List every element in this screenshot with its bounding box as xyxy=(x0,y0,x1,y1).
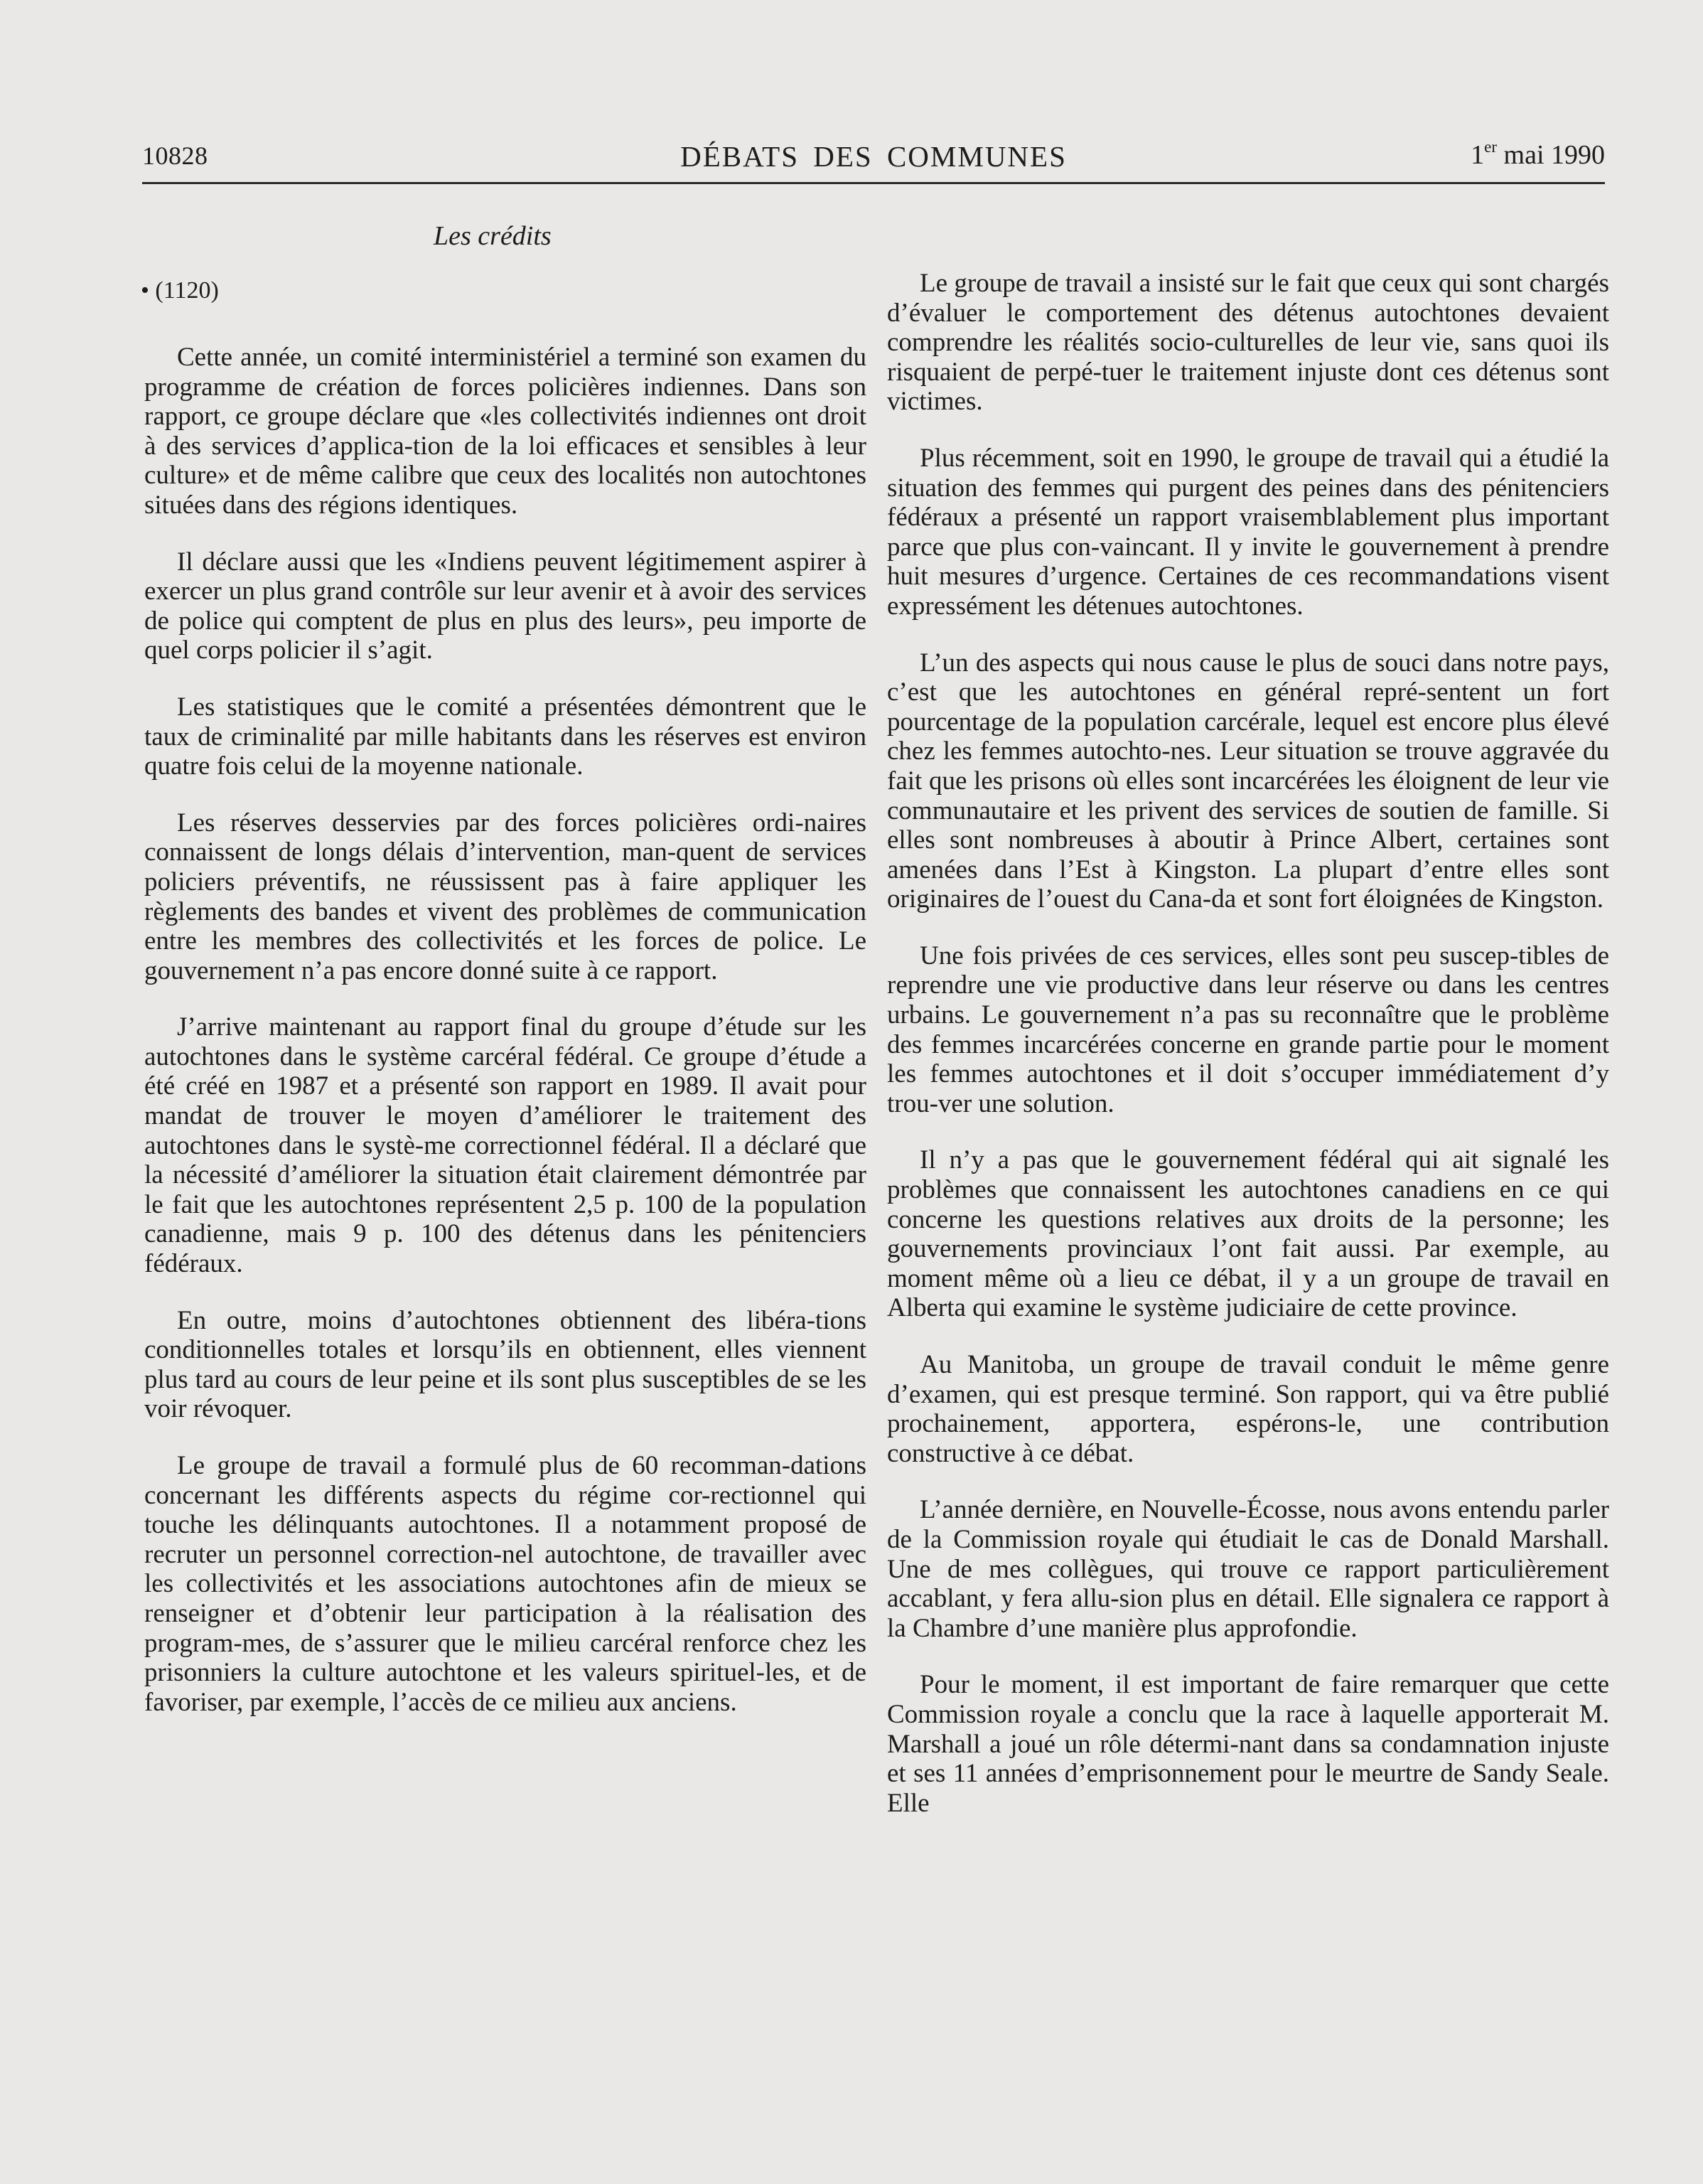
date-rest: mai 1990 xyxy=(1497,140,1605,170)
paragraph: En outre, moins d’autochtones obtiennent des libéra-tions conditionnelles totales et lorsqu’ils en obtiennent, elles viennent plus tard au cours de leur peine et ils sont plus susceptibles de se les voir révoquer. xyxy=(144,1305,866,1424)
paragraph: L’un des aspects qui nous cause le plus de souci dans notre pays, c’est que les autochtones en général repré-sentent un fort pourcentage de la population carcérale, lequel est encore plus élevé chez les femmes autochto-nes. Leur situation se trouve aggravée du fait que les prisons où elles sont incarcérées les éloignent de leur vie communautaire et les privent des services de soutien de famille. Si elles sont nombreuses à aboutir à Prince Albert, certaines sont amenées dans l’Est à Kingston. La plupart d’entre elles sont originaires de l’ouest du Cana-da et sont fort éloignées de Kingston. xyxy=(887,648,1609,914)
paragraph: Pour le moment, il est important de faire remarquer que cette Commission royale a conclu que la race à laquelle apporterait M. Marshall a joué un rôle détermi-nant dans sa condamnation injuste et ses 11 années d’emprisonnement pour le meurtre de Sandy Seale. Elle xyxy=(887,1670,1609,1818)
paragraph: Cette année, un comité interministériel a terminé son examen du programme de création de forces policières indiennes. Dans son rapport, ce groupe déclare que «les collectivités indiennes ont droit à des services d’applica-tion de la loi efficaces et sensibles à leur culture» et de même calibre que ceux des localités non autochtones situées dans des régions identiques. xyxy=(144,343,866,520)
left-column xyxy=(144,343,866,1744)
paragraph: Les statistiques que le comité a présentées démontrent que le taux de criminalité par mille habitants dans les réserves est environ quatre fois celui de la moyenne nationale. xyxy=(144,692,866,781)
paragraph: Au Manitoba, un groupe de travail conduit le même genre d’examen, qui est presque terminé. Son rapport, qui va être publié prochainement, apportera, espérons-le, une contribution constructive à ce débat. xyxy=(887,1350,1609,1468)
header-date xyxy=(1471,139,1605,171)
right-column xyxy=(887,269,1609,1845)
date-day: 1 xyxy=(1471,140,1485,170)
paragraph: Les réserves desservies par des forces policières ordi-naires connaissent de longs délais d’intervention, man-quent de services policiers préventifs, ne réussissent pas à faire appliquer les règlements des bandes et vivent des problèmes de communication entre les membres des collectivités et les forces de police. Le gouvernement n’a pas encore donné suite à ce rapport. xyxy=(144,808,866,985)
time-marker: • (1120) xyxy=(141,277,219,304)
paragraph: Plus récemment, soit en 1990, le groupe de travail qui a étudié la situation des femmes qui purgent des peines dans des pénitenciers fédéraux a présenté un rapport vraisemblablement plus important parce que plus con-vaincant. Il y invite le gouvernement à prendre huit mesures d’urgence. Certaines de ces recommandations visent expressément les détenues autochtones. xyxy=(887,443,1609,621)
paragraph: Le groupe de travail a formulé plus de 60 recomman-dations concernant les différents aspects du régime cor-rectionnel qui touche les délinquants autochtones. Il a notamment proposé de recruter un personnel correction-nel autochtone, de travailler avec les collectivités et les associations autochtones afin de mieux se renseigner et d’obtenir leur participation à la réalisation des program-mes, de s’assurer que le milieu carcéral renforce chez les prisonniers la culture autochtone et les valeurs spirituel-les, et de favoriser, par exemple, l’accès de ce milieu aux anciens. xyxy=(144,1451,866,1717)
paragraph: Il n’y a pas que le gouvernement fédéral qui ait signalé les problèmes que connaissent les autochtones canadiens en ce qui concerne les questions relatives aux droits de la personne; les gouvernements provinciaux l’ont fait aussi. Par exemple, au moment même où a lieu ce débat, il y a un groupe de travail en Alberta qui examine le système judiciaire de cette province. xyxy=(887,1145,1609,1323)
paragraph: J’arrive maintenant au rapport final du groupe d’étude sur les autochtones dans le système carcéral fédéral. Ce groupe d’étude a été créé en 1987 et a présenté son rapport en 1989. Il avait pour mandat de trouver le moyen d’améliorer le traitement des autochtones dans le systè-me correctionnel fédéral. Il a déclaré que la nécessité d’améliorer la situation était clairement démontrée par le fait que les autochtones représentent 2,5 p. 100 de la population canadienne, mais 9 p. 100 des détenus dans les pénitenciers fédéraux. xyxy=(144,1012,866,1279)
page-number: 10828 xyxy=(142,141,208,170)
paragraph: Une fois privées de ces services, elles sont peu suscep-tibles de reprendre une vie productive dans leur réserve ou dans les centres urbains. Le gouvernement n’a pas su reconnaître que le problème des femmes incarcérées concerne en grande partie pour le moment les femmes autochtones et il doit s’occuper immédiatement d’y trou-ver une solution. xyxy=(887,941,1609,1118)
page-header xyxy=(142,139,1605,184)
date-superscript: er xyxy=(1484,138,1498,156)
paragraph: Le groupe de travail a insisté sur le fait que ceux qui sont chargés d’évaluer le comportement des détenus autochtones devaient comprendre les réalités socio-culturelles de leur vie, sans quoi ils risquaient de perpé-tuer le traitement injuste dont ces détenus sont victimes. xyxy=(887,269,1609,417)
paragraph: Il déclare aussi que les «Indiens peuvent légitimement aspirer à exercer un plus grand contrôle sur leur avenir et à avoir des services de police qui comptent de plus en plus des leurs», peu importe de quel corps policier il s’agit. xyxy=(144,547,866,665)
journal-title: DÉBATS DES COMMUNES xyxy=(680,140,1067,173)
section-title: Les crédits xyxy=(434,221,552,251)
paragraph: L’année dernière, en Nouvelle-Écosse, nous avons entendu parler de la Commission royale qui étudiait le cas de Donald Marshall. Une de mes collègues, qui trouve ce rapport particulièrement accablant, y fera allu-sion plus en détail. Elle signalera ce rapport à la Chambre d’une manière plus approfondie. xyxy=(887,1495,1609,1643)
